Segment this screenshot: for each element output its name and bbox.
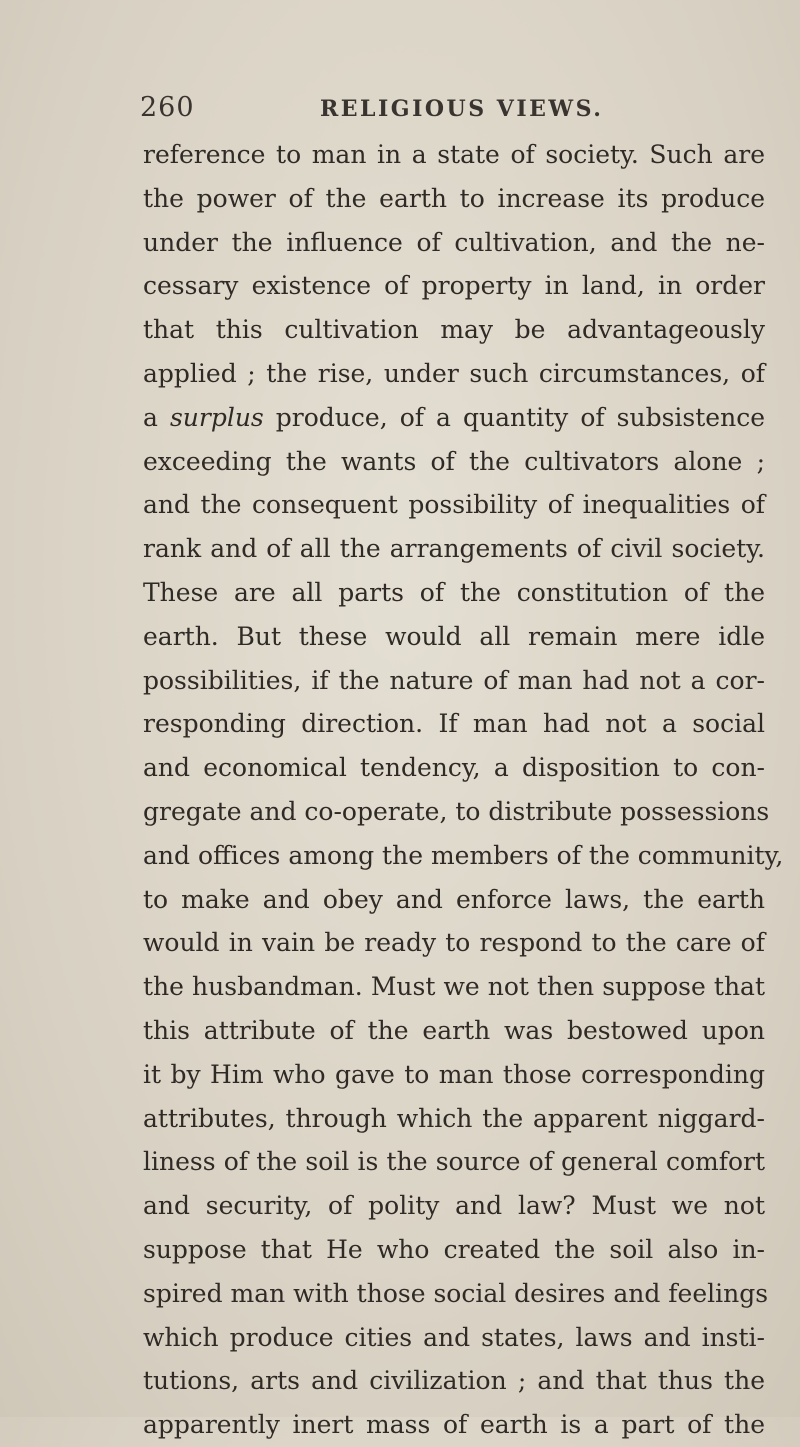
text-line-6: applied ; the rise, under such circumstances, of — [143, 358, 765, 388]
running-title: RELIGIOUS VIEWS. — [320, 96, 604, 122]
text-line-30: apparently inert mass of earth is a part of the — [143, 1410, 765, 1440]
text-line-9: and the consequent possibility of inequalities of — [143, 490, 765, 520]
text-line-18: to make and obey and enforce laws, the earth — [143, 884, 765, 914]
body-text — [143, 133, 784, 1447]
text-line-21: this attribute of the earth was bestowed upon — [143, 1015, 765, 1045]
text-line-7-rest: produce, of a quantity of subsistence — [263, 402, 765, 432]
page-number: 260 — [140, 92, 195, 123]
text-line-11: These are all parts of the constitution of the — [143, 577, 765, 607]
text-line-10: rank and of all the arrangements of civil society. — [143, 534, 765, 564]
text-line-27: spired man with those social desires and feelings — [143, 1278, 769, 1308]
text-line-4: cessary existence of property in land, in order — [143, 271, 765, 301]
text-line-19: would in vain be ready to respond to the care of — [143, 928, 765, 958]
text-line-2: the power of the earth to increase its produce — [143, 183, 765, 213]
text-line-3: under the influence of cultivation, and the ne- — [143, 227, 765, 257]
text-line-1: reference to man in a state of society. Such are — [143, 140, 765, 169]
running-head — [140, 92, 760, 132]
text-line-26: suppose that He who created the soil also in- — [143, 1234, 765, 1264]
text-line-22: it by Him who gave to man those corresponding — [143, 1059, 765, 1089]
text-line-24: liness of the soil is the source of general comfort — [143, 1147, 765, 1177]
text-line-13: possibilities, if the nature of man had not a cor- — [143, 665, 765, 695]
text-line-20: the husbandman. Must we not then suppose that — [143, 972, 765, 1002]
text-line-5: that this cultivation may be advantageously — [143, 315, 765, 345]
text-line-16: gregate and co-operate, to distribute possessions — [143, 796, 770, 826]
text-line-7-start: a — [143, 402, 170, 432]
text-line-12: earth. But these would all remain mere idle — [143, 621, 765, 651]
text-line-25: and security, of polity and law? Must we not — [143, 1191, 765, 1221]
text-line-17: and offices among the members of the community, — [143, 840, 784, 870]
text-line-7 — [143, 396, 765, 440]
text-line-15: and economical tendency, a disposition to con- — [143, 753, 765, 783]
text-line-8: exceeding the wants of the cultivators alone ; — [143, 446, 765, 476]
text-line-29: tutions, arts and civilization ; and that thus the — [143, 1366, 765, 1396]
text-line-14: responding direction. If man had not a social — [143, 709, 765, 739]
italic-word-surplus: surplus — [169, 402, 264, 432]
text-line-23: attributes, through which the apparent niggard- — [143, 1103, 765, 1133]
text-line-28: which produce cities and states, laws and insti- — [143, 1322, 765, 1352]
